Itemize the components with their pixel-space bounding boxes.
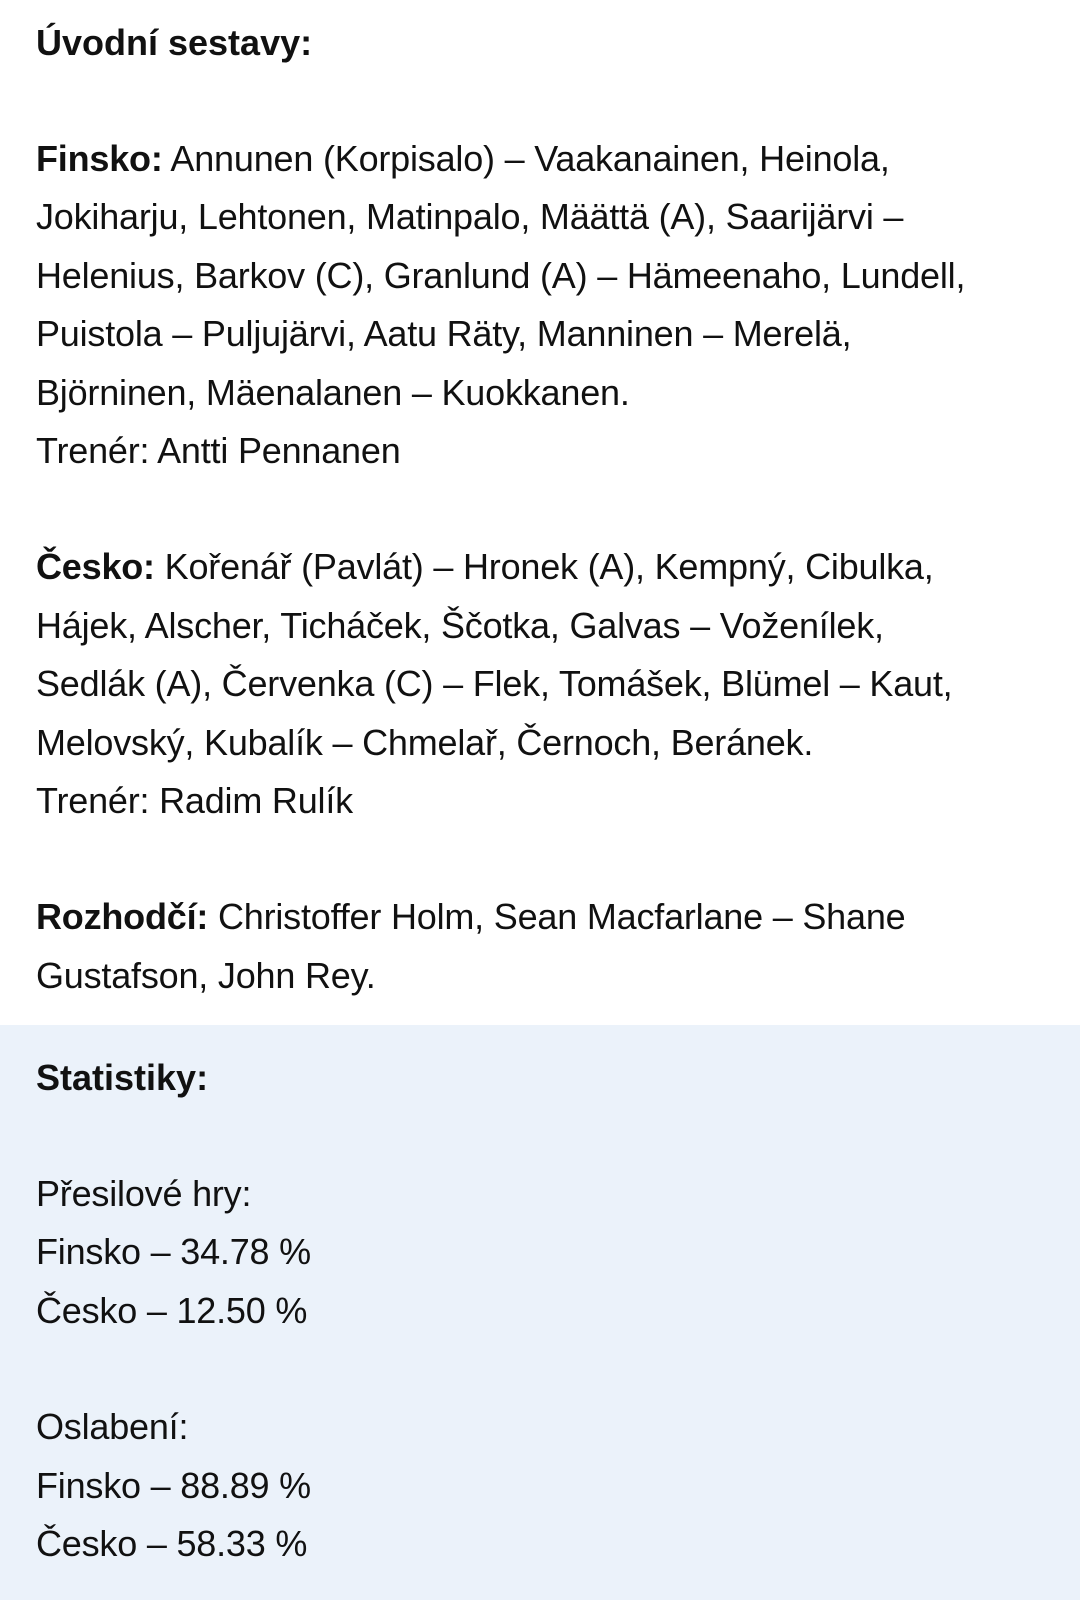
referees-label: Rozhodčí: bbox=[36, 896, 209, 938]
czechia-label: Česko: bbox=[36, 546, 155, 588]
czechia-lineup-line: Hájek, Alscher, Ticháček, Ščotka, Galvas – Voženílek, bbox=[36, 604, 884, 646]
powerplay-stats bbox=[36, 1165, 1044, 1340]
referees-text: Christoffer Holm, Sean Macfarlane – Shane bbox=[208, 896, 906, 938]
spacer bbox=[36, 830, 1044, 888]
czechia-lineup-line: Melovský, Kubalík – Chmelař, Černoch, Beránek. bbox=[36, 721, 814, 763]
czechia-lineup-text: Kořenář (Pavlát) – Hronek (A), Kempný, Cibulka, bbox=[154, 546, 934, 588]
finland-lineup-line: Björninen, Mäenalanen – Kuokkanen. bbox=[36, 371, 630, 413]
finland-lineup-line bbox=[36, 130, 1044, 188]
czechia-lineup-line bbox=[36, 538, 1044, 596]
penaltykill-czechia: Česko – 58.33 % bbox=[36, 1523, 308, 1565]
finland-coach: Trenér: Antti Pennanen bbox=[36, 430, 401, 472]
penaltykill-finland: Finsko – 88.89 % bbox=[36, 1464, 311, 1506]
stats-heading: Statistiky: bbox=[36, 1057, 209, 1098]
finland-label: Finsko: bbox=[36, 138, 163, 179]
referees bbox=[36, 888, 1044, 1005]
penaltykill-label: Oslabení: bbox=[36, 1406, 189, 1448]
czechia-lineup-line: Sedlák (A), Červenka (C) – Flek, Tomášek, Blümel – Kaut, bbox=[36, 663, 953, 705]
finland-lineup-text: Annunen (Korpisalo) – Vaakanainen, Heinola, bbox=[162, 138, 890, 179]
finland-lineup bbox=[36, 130, 1044, 480]
stats-section bbox=[0, 1025, 1080, 1600]
powerplay-czechia: Česko – 12.50 % bbox=[36, 1289, 308, 1331]
lineups-heading: Úvodní sestavy: bbox=[36, 22, 313, 63]
czechia-coach: Trenér: Radim Rulík bbox=[36, 780, 353, 822]
penaltykill-stats bbox=[36, 1398, 1044, 1573]
referees-line: Gustafson, John Rey. bbox=[36, 954, 376, 996]
powerplay-finland: Finsko – 34.78 % bbox=[36, 1231, 311, 1273]
spacer bbox=[36, 72, 1044, 130]
finland-lineup-line: Puistola – Puljujärvi, Aatu Räty, Manninen – Merelä, bbox=[36, 313, 852, 355]
spacer bbox=[36, 480, 1044, 538]
finland-lineup-line: Helenius, Barkov (C), Granlund (A) – Hämeenaho, Lundell, bbox=[36, 254, 966, 296]
spacer bbox=[36, 1107, 1044, 1165]
finland-lineup-line: Jokiharju, Lehtonen, Matinpalo, Määttä (A), Saarijärvi – bbox=[36, 196, 904, 238]
referees-line bbox=[36, 888, 1044, 946]
powerplay-label: Přesilové hry: bbox=[36, 1173, 252, 1214]
spacer bbox=[36, 1340, 1044, 1398]
czechia-lineup bbox=[36, 538, 1044, 830]
